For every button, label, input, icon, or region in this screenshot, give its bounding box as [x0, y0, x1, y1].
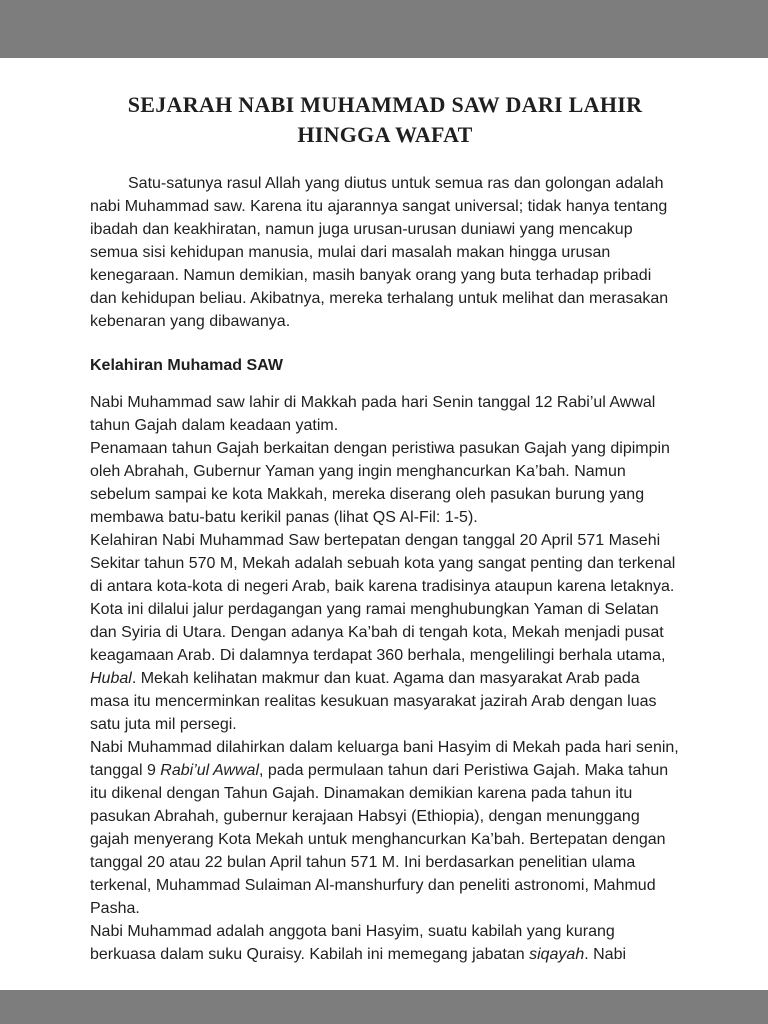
body-paragraphs	[90, 391, 680, 966]
paragraph	[90, 391, 680, 437]
italic-term: Hubal	[90, 670, 132, 687]
text-run: Sekitar tahun 570 M, Mekah adalah sebuah kota yang sangat penting dan terkenal di antara kota-kota di negeri Arab, baik karena tradisinya ataupun karena letaknya. Kota ini dilalui jalur perdagangan yang ramai menghubungkan Yaman di Selatan dan Syiria di Utara. Dengan adanya Ka’bah di tengah kota, Mekah menjadi pusat keagamaan Arab. Di dalamnya terdapat 360 berhala, mengelilingi berhala utama,	[90, 555, 676, 664]
page-title: SEJARAH NABI MUHAMMAD SAW DARI LAHIR HINGGA WAFAT	[127, 92, 643, 147]
text-run: Nabi Muhammad adalah anggota bani Hasyim, suatu kabilah yang kurang berkuasa dalam suku Quraisy. Kabilah ini memegang jabatan	[90, 923, 615, 963]
text-run: Nabi Muhammad saw lahir di Makkah pada hari Senin tanggal 12 Rabi’ul Awwal tahun Gajah dalam keadaan yatim.	[90, 394, 656, 434]
intro-paragraph: Satu-satunya rasul Allah yang diutus untuk semua ras dan golongan adalah nabi Muhammad saw. Karena itu ajarannya sangat universal; tidak hanya tentang ibadah dan keakhiratan, namun juga urusan-urusan duniawi yang mencakup semua sisi kehidupan manusia, mulai dari masalah makan hingga urusan kenegaraan. Namun demikian, masih banyak orang yang buta terhadap pribadi dan kehidupan beliau. Akibatnya, mereka terhalang untuk melihat dan merasakan kebenaran yang dibawanya.	[90, 175, 669, 330]
text-run: Penamaan tahun Gajah berkaitan dengan peristiwa pasukan Gajah yang dipimpin oleh Abrahah, Gubernur Yaman yang ingin menghancurkan Ka’bah. Namun sebelum sampai ke kota Makkah, mereka diserang oleh pasukan burung yang membawa batu-batu kerikil panas (lihat QS Al-Fil: 1-5).	[90, 440, 670, 526]
text-run: , pada permulaan tahun dari Peristiwa Gajah. Maka tahun itu dikenal dengan Tahun Gajah. Dinamakan demikian karena pada tahun itu pasukan Abrahah, gubernur kerajaan Habsyi (Ethiopia), dengan menunggang gajah menyerang Kota Mekah untuk menghancurkan Ka’bah. Bertepatan dengan tanggal 20 atau 22 bulan April tahun 571 M. Ini berdasarkan penelitian ulama terkenal, Muhammad Sulaiman Al-manshurfury dan peneliti astronomi, Mahmud Pasha.	[90, 762, 669, 917]
paragraph	[90, 437, 680, 529]
text-run: Nabi Muhammad dilahirkan dalam keluarga bani Hasyim di Mekah pada hari senin, tanggal 9	[90, 739, 679, 779]
text-run: Kelahiran Nabi Muhammad Saw bertepatan dengan tanggal 20 April 571 Masehi	[90, 532, 661, 549]
paragraph	[90, 736, 680, 920]
paragraph	[90, 529, 680, 552]
paragraph	[90, 552, 680, 736]
italic-term: siqayah	[529, 946, 585, 963]
document-page	[0, 58, 768, 990]
section-heading: Kelahiran Muhamad SAW	[90, 357, 283, 374]
text-run: . Mekah kelihatan makmur dan kuat. Agama dan masyarakat Arab pada masa itu mencerminkan realitas kesukuan masyarakat jazirah Arab dengan luas satu juta mil persegi.	[90, 670, 657, 733]
italic-term: Rabi’ul Awwal	[160, 762, 259, 779]
paragraph	[90, 920, 680, 966]
text-run: . Nabi	[584, 946, 627, 963]
page-content	[0, 58, 768, 966]
